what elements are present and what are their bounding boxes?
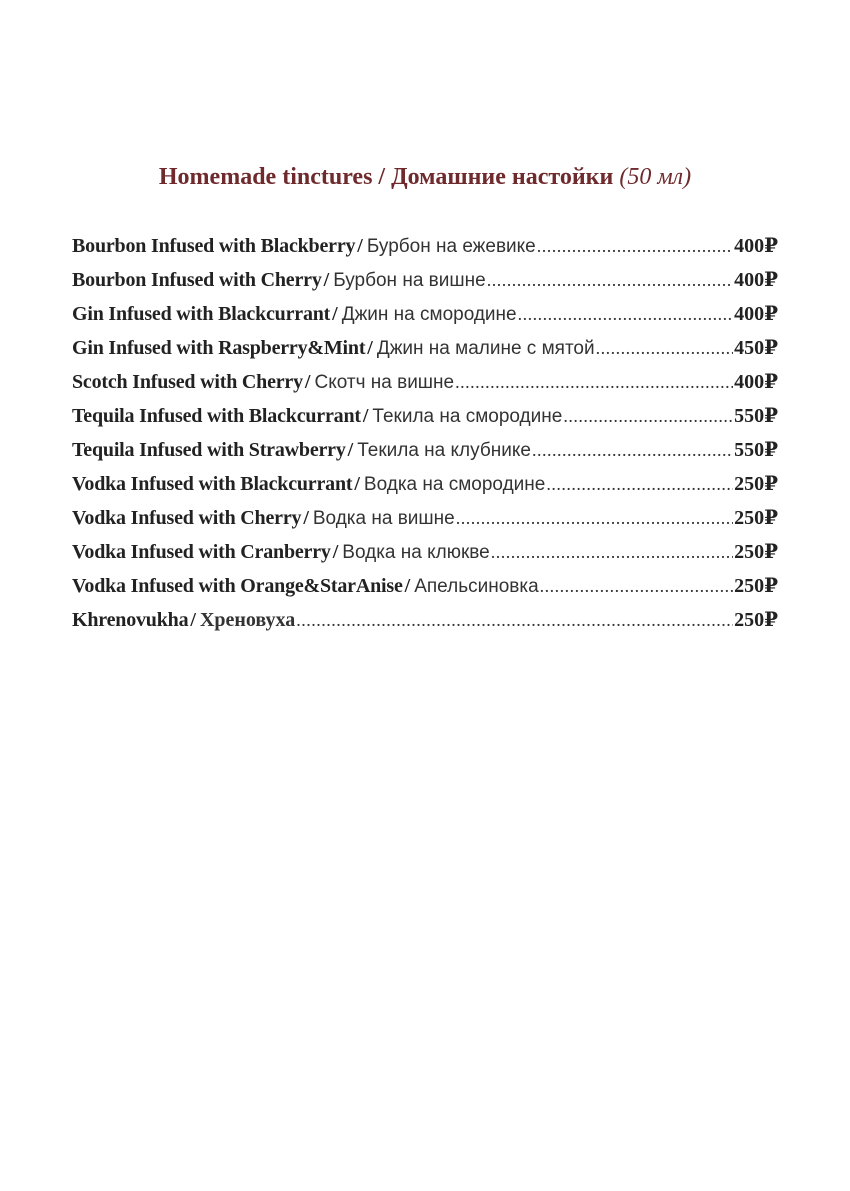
dot-leader — [491, 538, 733, 566]
menu-item — [72, 572, 778, 606]
item-name-ru: Водка на вишне — [312, 508, 455, 529]
item-price: 400₽ — [734, 371, 778, 393]
item-price: 550₽ — [734, 439, 778, 461]
item-price: 250₽ — [734, 507, 778, 529]
item-price: 550₽ — [734, 405, 778, 427]
menu-item — [72, 538, 778, 572]
item-name-en: Vodka Infused with Cranberry — [72, 541, 331, 563]
item-name-en: Tequila Infused with Strawberry — [72, 439, 346, 461]
menu-item — [72, 606, 778, 640]
title-main: Homemade tinctures / Домашние настойки — [158, 164, 614, 190]
item-name-en: Vodka Infused with Blackcurrant — [72, 473, 353, 495]
dot-leader — [456, 504, 733, 532]
item-name-ru: Текила на смородине — [372, 406, 563, 427]
item-separator: / — [354, 473, 360, 495]
item-separator: / — [190, 609, 196, 631]
item-name-ru: Апельсиновка — [414, 576, 539, 597]
item-name-ru: Водка на смородине — [363, 474, 546, 495]
item-name-en: Bourbon Infused with Cherry — [72, 269, 322, 291]
item-name-ru: Текила на клубнике — [357, 440, 531, 461]
menu-item — [72, 436, 778, 470]
dot-leader — [537, 232, 733, 260]
item-price: 250₽ — [734, 473, 778, 495]
dot-leader — [546, 470, 733, 498]
dot-leader — [532, 436, 733, 464]
item-name-en: Bourbon Infused with Blackberry — [72, 235, 356, 257]
item-name-en: Gin Infused with Raspberry&Mint — [72, 337, 366, 359]
menu-item — [72, 232, 778, 266]
item-name-en: Scotch Infused with Cherry — [72, 371, 303, 393]
item-name-ru: Джин на малине с мятой — [376, 338, 595, 359]
menu-item — [72, 504, 778, 538]
menu-item — [72, 266, 778, 300]
dot-leader — [596, 334, 733, 362]
item-name-ru: Водка на клюкве — [342, 542, 490, 563]
dot-leader — [563, 402, 733, 430]
item-name-ru: Бурбон на вишне — [333, 270, 486, 291]
dot-leader — [455, 368, 733, 396]
item-separator: / — [367, 337, 373, 359]
dot-leader — [487, 266, 733, 294]
dot-leader — [540, 572, 733, 600]
menu-item — [72, 300, 778, 334]
item-name-ru: Хреновуха — [199, 609, 296, 631]
item-separator: / — [332, 541, 339, 563]
item-name-en: Gin Infused with Blackcurrant — [72, 303, 331, 325]
item-name-ru: Скотч на вишне — [314, 372, 455, 393]
item-name-en: Tequila Infused with Blackcurrant — [72, 405, 361, 427]
dot-leader — [518, 300, 733, 328]
item-name-ru: Бурбон на ежевике — [366, 236, 536, 257]
item-price: 250₽ — [734, 541, 778, 563]
item-separator: / — [362, 405, 369, 427]
menu-item — [72, 334, 778, 368]
menu-item — [72, 402, 778, 436]
item-separator: / — [323, 269, 330, 291]
page-title — [0, 164, 850, 191]
item-separator: / — [332, 303, 338, 325]
item-price: 250₽ — [734, 575, 778, 597]
menu-list — [72, 232, 778, 640]
item-name-en: Vodka Infused with Orange&StarAnise — [72, 575, 403, 597]
dot-leader — [296, 606, 733, 634]
menu-item — [72, 470, 778, 504]
item-price: 400₽ — [734, 269, 778, 291]
item-separator: / — [304, 371, 311, 393]
item-name-en: Vodka Infused with Cherry — [72, 507, 302, 529]
item-separator: / — [404, 575, 411, 597]
title-volume: (50 мл) — [619, 164, 692, 190]
item-price: 450₽ — [734, 337, 778, 359]
item-separator: / — [347, 439, 354, 461]
item-separator: / — [303, 507, 309, 529]
menu-item — [72, 368, 778, 402]
item-price: 400₽ — [734, 235, 778, 257]
item-separator: / — [357, 235, 363, 257]
item-price: 400₽ — [734, 303, 778, 325]
item-price: 250₽ — [734, 609, 778, 631]
item-name-ru: Джин на смородине — [341, 304, 517, 325]
item-name-en: Khrenovukha — [72, 609, 189, 631]
